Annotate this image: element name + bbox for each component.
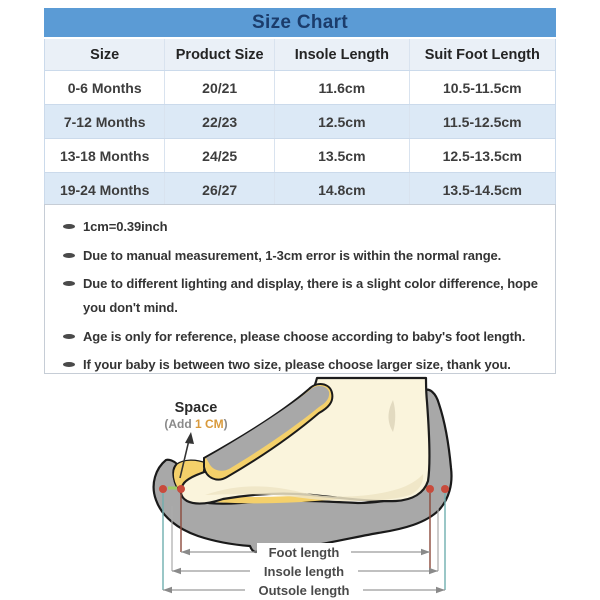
table-row (45, 71, 555, 105)
cell-foot: 10.5-11.5cm (442, 79, 522, 96)
table-row (45, 173, 555, 207)
cell-insole: 13.5cm (275, 139, 410, 172)
note-text: Due to different lighting and display, there is a slight color difference, hope you don't mind. (83, 276, 538, 315)
cell-foot: 11.5-12.5cm (442, 113, 522, 130)
space-arrowhead-icon (185, 432, 194, 444)
col-header-product-size: Product Size (165, 39, 275, 70)
cell-age: 7-12 Months (45, 105, 165, 138)
note-text: 1cm=0.39inch (83, 219, 168, 234)
foot-length-label: Foot length (268, 545, 340, 560)
measure-dot (441, 485, 449, 493)
notes-section (44, 204, 556, 374)
foot-measurement-diagram (0, 374, 600, 600)
note-text: Due to manual measurement, 1-3cm error is within the normal range. (83, 247, 502, 263)
bullet-icon (63, 362, 75, 367)
insole-length-label: Insole length (263, 564, 345, 579)
col-header-size: Size (45, 39, 165, 70)
note-text: Age is only for reference, please choose according to baby's foot length. (83, 328, 526, 344)
cell-age: 19-24 Months (45, 173, 165, 206)
outsole-length-label: Outsole length (258, 583, 350, 598)
bullet-icon (63, 281, 75, 286)
measure-dot (159, 485, 167, 493)
cell-size: 26/27 (165, 173, 275, 206)
cell-size: 24/25 (165, 139, 275, 172)
bullet-icon (63, 334, 75, 339)
table-header-row (45, 39, 555, 71)
table-row (45, 105, 555, 139)
cell-foot: 13.5-14.5cm (442, 181, 522, 198)
bullet-icon (63, 253, 75, 258)
note-text: If your baby is between two size, please choose larger size, thank you. (83, 357, 511, 373)
cell-insole: 14.8cm (275, 173, 410, 206)
measure-dot (177, 485, 185, 493)
measure-dot (426, 485, 434, 493)
cell-insole: 12.5cm (275, 105, 410, 138)
cell-age: 0-6 Months (45, 71, 165, 104)
note-item (59, 215, 541, 239)
col-header-insole-length: Insole Length (275, 39, 410, 70)
page-title: Size Chart (44, 8, 556, 39)
space-label: Space (174, 400, 218, 416)
bullet-icon (63, 224, 75, 229)
space-sublabel: (Add 1 CM) (164, 417, 228, 431)
size-chart-table (44, 8, 556, 207)
cell-insole: 11.6cm (275, 71, 410, 104)
cell-size: 22/23 (165, 105, 275, 138)
note-item (59, 325, 541, 349)
col-header-suit-foot-length: Suit Foot Length (424, 46, 540, 63)
cell-age: 13-18 Months (45, 139, 165, 172)
note-item (59, 272, 541, 319)
table-row (45, 139, 555, 173)
note-item (59, 244, 541, 268)
cell-size: 20/21 (165, 71, 275, 104)
cell-foot: 12.5-13.5cm (442, 147, 522, 164)
